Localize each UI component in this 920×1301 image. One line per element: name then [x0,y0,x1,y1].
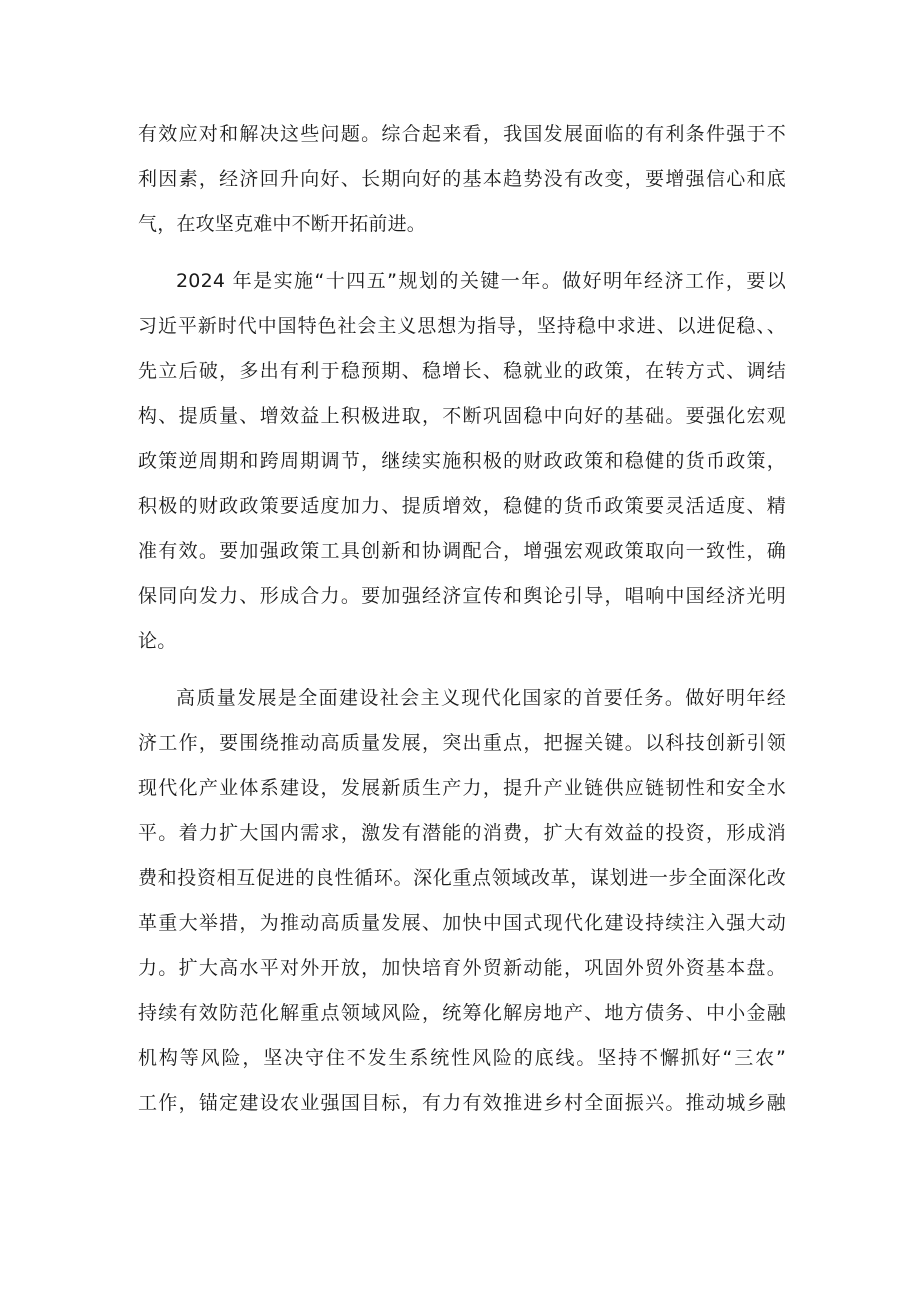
text-line: 机构等风险，坚决守住不发生系统性风险的底线。坚持不懈抓好“三农” [138,1047,786,1069]
text-line: 持续有效防范化解重点领域风险，统筹化解房地产、地方债务、中小金融 [138,1002,786,1024]
text-line: 现代化产业体系建设，发展新质生产力，提升产业链供应链韧性和安全水 [138,777,786,799]
text-line: 力。扩大高水平对外开放，加快培育外贸新动能，巩固外贸外资基本盘。 [138,957,786,979]
text-line: 革重大举措，为推动高质量发展、加快中国式现代化建设持续注入强大动 [138,912,786,934]
text-line: 济工作，要围绕推动高质量发展，突出重点，把握关键。以科技创新引领 [138,732,786,754]
text-line: 政策逆周期和跨周期调节，继续实施积极的财政政策和稳健的货币政策， [138,450,786,472]
paragraph-gap [138,664,786,676]
text-line: 先立后破，多出有利于稳预期、稳增长、稳就业的政策，在转方式、调结 [138,360,786,382]
text-line: 2024 年是实施“十四五”规划的关键一年。做好明年经济工作，要以 [176,270,786,292]
text-line: 气，在攻坚克难中不断开拓前进。 [138,213,427,235]
paragraph [138,676,786,1126]
text-line: 工作，锚定建设农业强国目标，有力有效推进乡村全面振兴。推动城乡融 [138,1092,786,1114]
paragraph-gap [138,247,786,259]
text-line: 平。着力扩大国内需求，激发有潜能的消费，扩大有效益的投资，形成消 [138,822,786,844]
paragraph [138,259,786,664]
text-line: 费和投资相互促进的良性循环。深化重点领域改革，谋划进一步全面深化改 [138,867,786,889]
text-line: 有效应对和解决这些问题。综合起来看，我国发展面临的有利条件强于不 [138,123,786,145]
text-line: 利因素，经济回升向好、长期向好的基本趋势没有改变，要增强信心和底 [138,168,786,190]
document-body [138,112,786,1126]
text-line: 保同向发力、形成合力。要加强经济宣传和舆论引导，唱响中国经济光明 [138,585,786,607]
text-line: 论。 [138,630,177,652]
text-line: 准有效。要加强政策工具创新和协调配合，增强宏观政策取向一致性，确 [138,540,786,562]
text-line: 积极的财政政策要适度加力、提质增效，稳健的货币政策要灵活适度、精 [138,495,786,517]
text-line: 习近平新时代中国特色社会主义思想为指导，坚持稳中求进、以进促稳、、 [138,315,786,337]
paragraph [138,112,786,247]
text-line: 构、提质量、增效益上积极进取，不断巩固稳中向好的基础。要强化宏观 [138,405,786,427]
text-line: 高质量发展是全面建设社会主义现代化国家的首要任务。做好明年经 [176,687,786,709]
